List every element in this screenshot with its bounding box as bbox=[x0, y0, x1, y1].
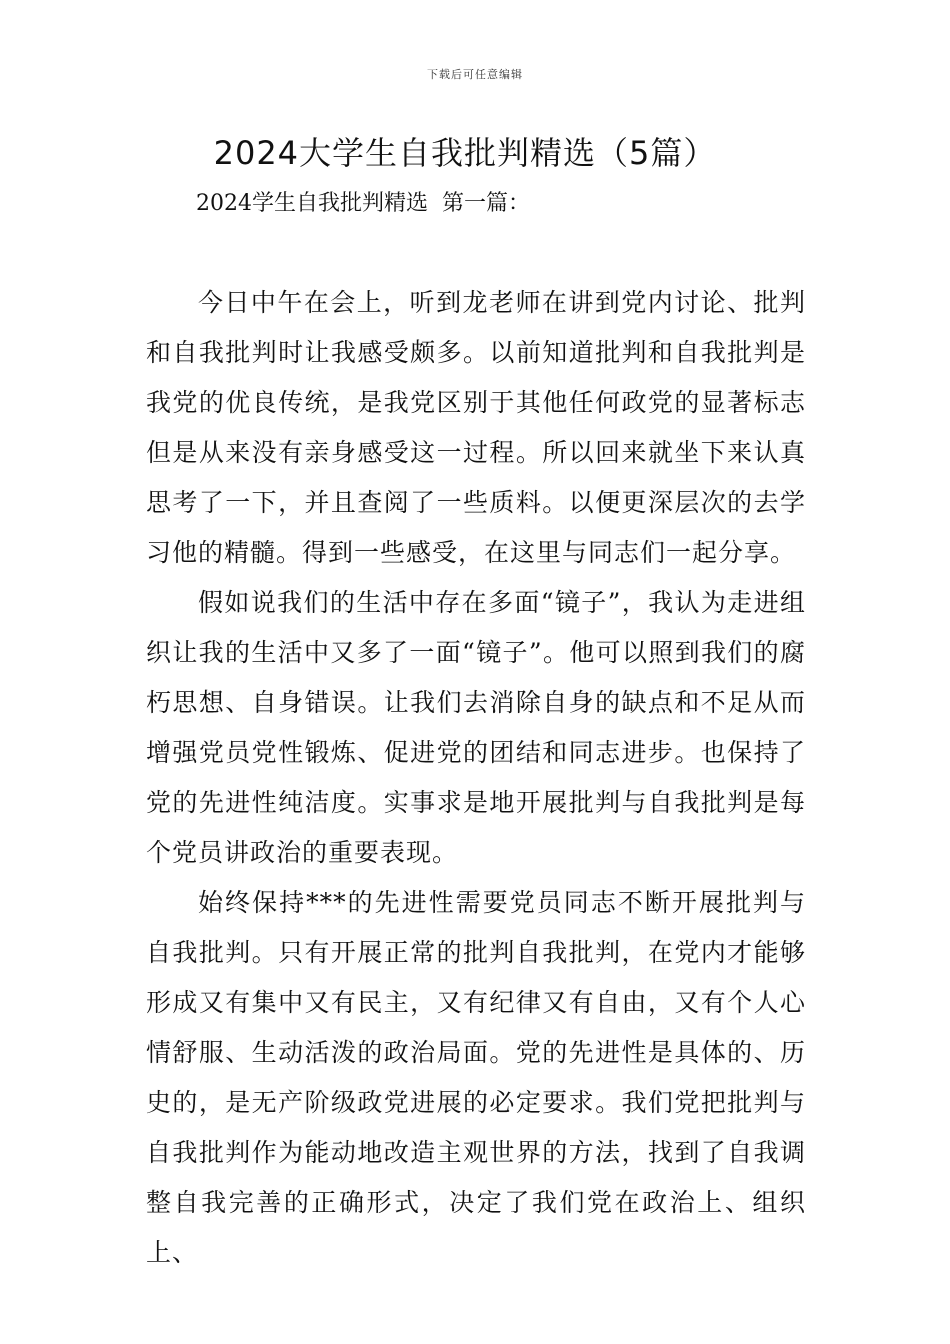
paragraph-1: 今日中午在会上，听到龙老师在讲到党内讨论、批判和自我批判时让我感受颇多。以前知道批判和自我批判是我党的优良传统，是我党区别于其他任何政党的显著标志但是从来没有亲身感受这一过程。所以回来就坐下来认真思考了一下，并且查阅了一些质料。以便更深层次的去学习他的精髓。得到一些感受，在这里与同志们一起分享。 bbox=[146, 288, 806, 567]
paragraph-2: 假如说我们的生活中存在多面“镜子”，我认为走进组织让我的生活中又多了一面“镜子”。他可以照到我们的腐朽思想、自身错误。让我们去消除自身的缺点和不足从而增强党员党性锻炼、促进党的团结和同志进步。也保持了党的先进性纯洁度。实事求是地开展批判与自我批判是每个党员讲政治的重要表现。 bbox=[146, 588, 806, 867]
paragraph-3: 始终保持***的先进性需要党员同志不断开展批判与自我批判。只有开展正常的批判自我批判，在党内才能够形成又有集中又有民主，又有纪律又有自由，又有个人心情舒服、生动活泼的政治局面。党的先进性是具体的、历史的，是无产阶级政党进展的必定要求。我们党把批判与自我批判作为能动地改造主观世界的方法，找到了自我调整自我完善的正确形式，决定了我们党在政治上、组织上、 bbox=[146, 888, 806, 1267]
body-text bbox=[146, 278, 806, 1278]
header-note: 下载后可任意编辑 bbox=[427, 68, 523, 81]
document-title: 2024大学生自我批判精选（5篇） bbox=[213, 134, 717, 172]
section-subtitle: 2024学生自我批判精选 第一篇： bbox=[196, 191, 530, 216]
